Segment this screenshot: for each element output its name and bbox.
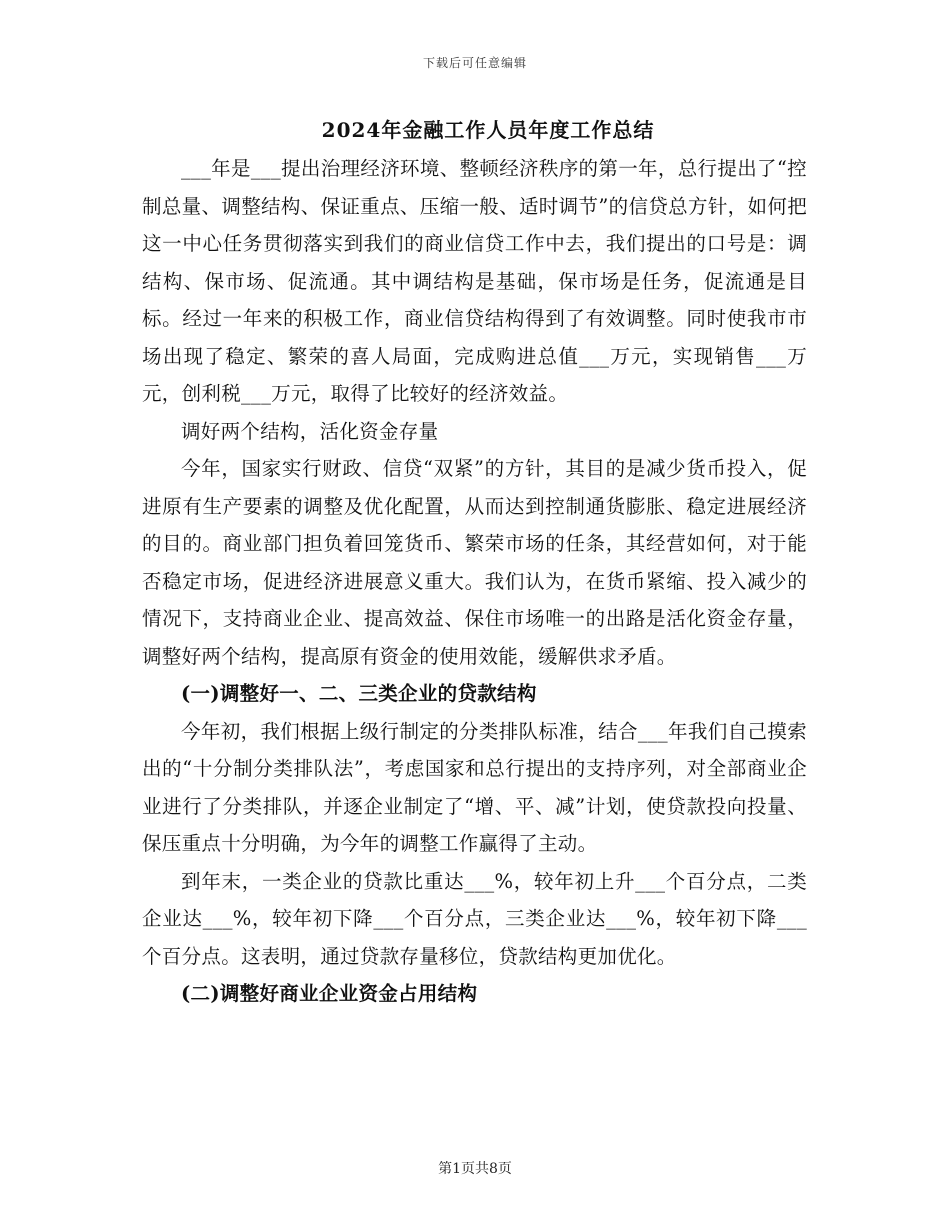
- document-title: 2024年金融工作人员年度工作总结: [321, 118, 655, 142]
- header-note: 下载后可任意编辑: [422, 56, 527, 70]
- subsection-heading-1: (一)调整好一、二、三类企业的贷款结构: [181, 682, 537, 705]
- section-heading-structures: 调好两个结构，活化资金存量: [181, 419, 439, 443]
- paragraph-classification: 今年初，我们根据上级行制定的分类排队标准，结合___年我们自己摸索出的“十分制分类排队法”，考虑国家和总行提出的支持序列，对全部商业企业进行了分类排队，并逐企业制定了“增、平、减”计划，使贷款投向投量、保压重点十分明确，为今年的调整工作赢得了主动。: [142, 719, 807, 855]
- paragraph-intro: ___年是___提出治理经济环境、整顿经济秩序的第一年，总行提出了“控制总量、调整结构、保证重点、压缩一般、适时调节”的信贷总方针，如何把这一中心任务贯彻落实到我们的商业信贷工作中去，我们提出的口号是：调结构、保市场、促流通。其中调结构是基础，保市场是任务，促流通是目标。经过一年来的积极工作，商业信贷结构得到了有效调整。同时使我市市场出现了稳定、繁荣的喜人局面，完成购进总值___万元，实现销售___万元，创利税___万元，取得了比较好的经济效益。: [142, 157, 807, 405]
- subsection-heading-2: (二)调整好商业企业资金占用结构: [181, 982, 478, 1005]
- document-body: [142, 150, 807, 1013]
- page-indicator: 第1页共8页: [438, 1161, 512, 1177]
- paragraph-results: 到年末，一类企业的贷款比重达___%，较年初上升___个百分点，二类企业达___%，较年初下降___个百分点，三类企业达___%，较年初下降___个百分点。这表明，通过贷款存量移位，贷款结构更加优化。: [142, 869, 807, 968]
- paragraph-policy: 今年，国家实行财政、信贷“双紧”的方针，其目的是减少货币投入，促进原有生产要素的调整及优化配置，从而达到控制通货膨胀、稳定进展经济的目的。商业部门担负着回笼货币、繁荣市场的任条，其经营如何，对于能否稳定市场，促进经济进展意义重大。我们认为，在货币紧缩、投入减少的情况下，支持商业企业、提高效益、保住市场唯一的出路是活化资金存量，调整好两个结构，提高原有资金的使用效能，缓解供求矛盾。: [142, 457, 807, 668]
